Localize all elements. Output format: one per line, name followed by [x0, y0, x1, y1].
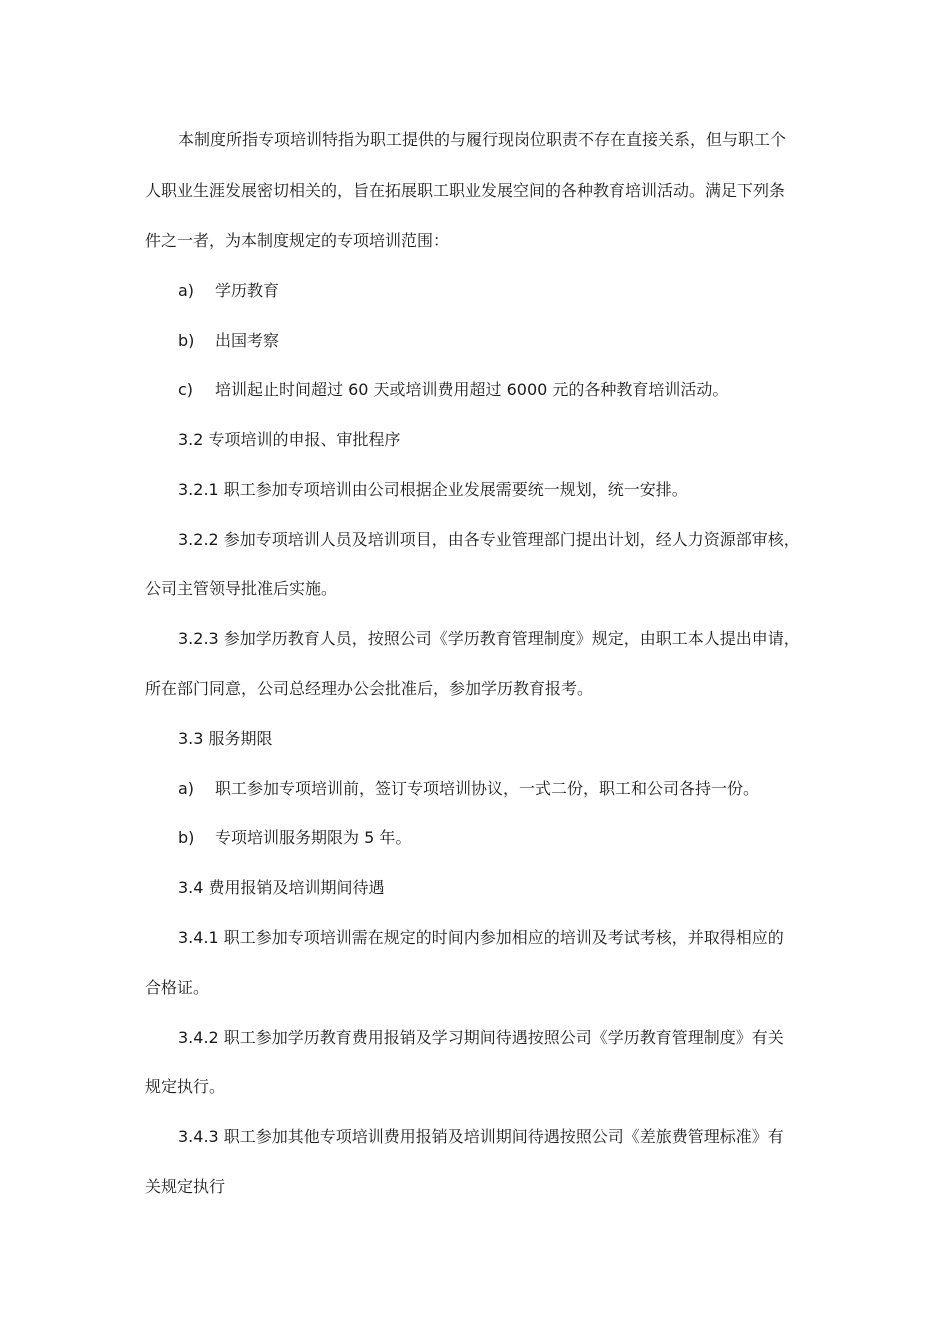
paragraph-3-2-2-line-1: 3.2.2 参加专项培训人员及培训项目，由各专业管理部门提出计划，经人力资源部审核， [178, 530, 800, 549]
service-item-a-text: 职工参加专项培训前，签订专项培训协议，一式二份，职工和公司各持一份。 [215, 779, 760, 798]
section-3-4-heading: 3.4 费用报销及培训期间待遇 [178, 878, 385, 897]
scope-intro-line-2: 人职业生涯发展密切相关的，旨在拓展职工职业发展空间的各种教育培训活动。满足下列条 [145, 181, 786, 200]
paragraph-3-4-1-line-1: 3.4.1 职工参加专项培训需在规定的时间内参加相应的培训及考试考核，并取得相应的 [178, 928, 784, 947]
paragraph-3-4-2-line-1: 3.4.2 职工参加学历教育费用报销及学习期间待遇按照公司《学历教育管理制度》有关 [178, 1028, 784, 1047]
scope-item-a-marker: a) [178, 281, 195, 300]
scope-intro-line-1: 本制度所指专项培训特指为职工提供的与履行现岗位职责不存在直接关系，但与职工个 [178, 130, 787, 149]
paragraph-3-2-3-line-2: 所在部门同意，公司总经理办公会批准后，参加学历教育报考。 [145, 679, 594, 698]
service-item-b-text: 专项培训服务期限为 5 年。 [215, 828, 412, 847]
paragraph-3-4-1-line-2: 合格证。 [145, 978, 210, 997]
paragraph-3-4-3-line-1: 3.4.3 职工参加其他专项培训费用报销及培训期间待遇按照公司《差旅费管理标准》有 [178, 1127, 784, 1146]
service-item-a-marker: a) [178, 779, 195, 798]
scope-item-a-text: 学历教育 [215, 281, 280, 300]
paragraph-3-2-2-line-2: 公司主管领导批准后实施。 [145, 579, 338, 598]
service-item-b-marker: b) [178, 828, 195, 847]
section-3-2-heading: 3.2 专项培训的申报、审批程序 [178, 430, 401, 449]
paragraph-3-2-1: 3.2.1 职工参加专项培训由公司根据企业发展需要统一规划，统一安排。 [178, 480, 688, 499]
paragraph-3-2-3-line-1: 3.2.3 参加学历教育人员，按照公司《学历教育管理制度》规定，由职工本人提出申请， [178, 629, 800, 648]
scope-item-b-text: 出国考察 [215, 331, 280, 350]
scope-intro-line-3: 件之一者，为本制度规定的专项培训范围： [145, 231, 450, 250]
scope-item-c-marker: c) [178, 380, 194, 399]
scope-item-c-text: 培训起止时间超过 60 天或培训费用超过 6000 元的各种教育培训活动。 [215, 380, 729, 399]
paragraph-3-4-2-line-2: 规定执行。 [145, 1077, 226, 1096]
paragraph-3-4-3-line-2: 关规定执行 [145, 1177, 226, 1196]
section-3-3-heading: 3.3 服务期限 [178, 729, 273, 748]
scope-item-b-marker: b) [178, 331, 195, 350]
